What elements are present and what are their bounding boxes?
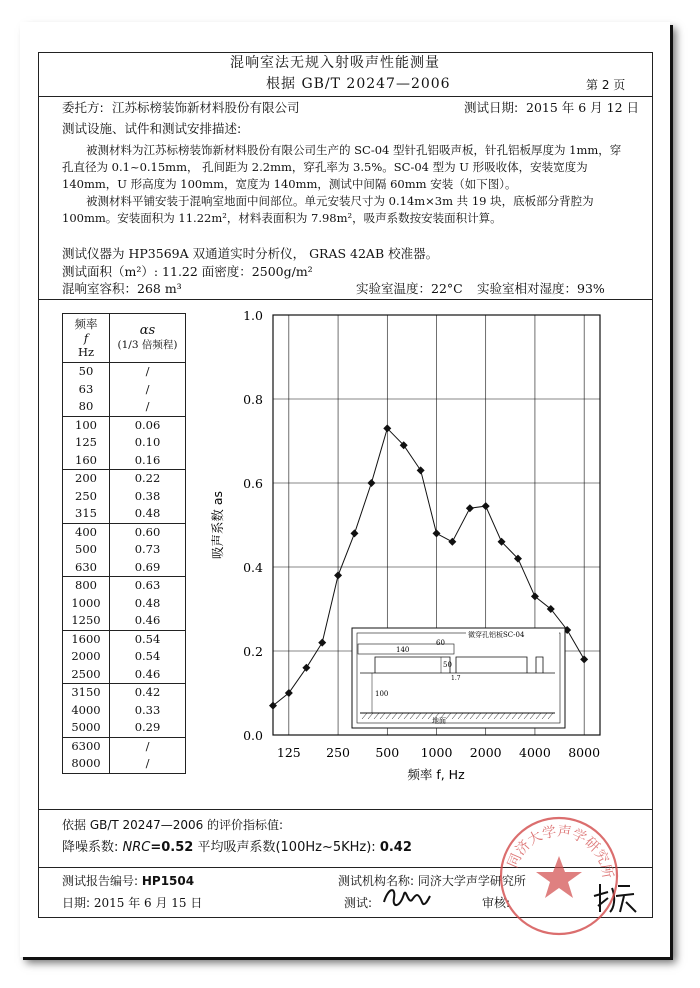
alpha-cell: 0.54	[110, 630, 186, 648]
frequency-cell: 200	[63, 470, 110, 488]
data-point	[433, 529, 441, 537]
x-ticks	[277, 745, 600, 760]
x-axis-label: 频率 f, Hz	[407, 767, 465, 782]
frequency-cell: 1250	[71, 613, 101, 627]
alpha-cell: 0.29	[110, 719, 186, 737]
evaluation-heading: 依据 GB/T 20247—2006 的评价指标值:	[62, 818, 284, 832]
alpha-cell: 0.54	[110, 648, 186, 666]
signature-stroke	[384, 890, 430, 905]
x-tick-label: 500	[375, 745, 400, 760]
alpha-cell: 0.48	[110, 595, 186, 613]
frequency-cell: 5000	[71, 720, 101, 734]
seal-text: 同济大学声学研究所	[504, 823, 616, 880]
frequency-cell: 125	[75, 435, 97, 449]
table-row	[63, 416, 186, 434]
data-point	[417, 466, 425, 474]
frequency-cell: 250	[75, 488, 97, 503]
x-tick-label: 125	[276, 745, 301, 760]
y-tick-label: 0.6	[243, 476, 263, 491]
freq-header-line: 频率	[74, 317, 98, 331]
standard-ref: 根据 GB/T 20247—2006	[266, 76, 451, 92]
frequency-cell: 63	[78, 381, 94, 396]
frequency-cell: 8000	[71, 756, 101, 770]
data-point	[334, 571, 342, 579]
x-tick-label: 1000	[420, 745, 453, 760]
alpha-cell: 0.69	[110, 559, 186, 577]
y-axis-label: 吸声系数 as	[210, 490, 225, 560]
test-date: 2015 年 6 月 12 日	[526, 100, 640, 115]
alpha-cell: 0.42	[110, 684, 186, 702]
page-number: 第 2 页	[586, 78, 626, 92]
y-tick-label: 0.4	[243, 560, 263, 575]
table-row	[63, 595, 186, 613]
data-point	[350, 529, 358, 537]
frequency-cell: 160	[75, 452, 97, 467]
description-p2: 被测材料平铺安装于混响室地面中间部位。单元安装尺寸为 0.14m×3m 共 19 块，底板部分背腔为 100mm。安装面积为 11.22m²，材料表面积为 7.98m²，吸声系数按安装面积计算。	[62, 194, 594, 225]
alpha-header	[110, 314, 186, 363]
avg-label: 平均吸声系数(100Hz~5KHz):	[193, 840, 380, 855]
table-row	[63, 737, 186, 755]
x-tick-label: 2000	[469, 745, 502, 760]
frequency-cell: 400	[63, 523, 110, 541]
freq-header-line: Hz	[77, 345, 95, 359]
y-tick-label: 0.2	[243, 644, 263, 659]
dim-small: 1.7	[451, 675, 461, 682]
nrc-value: =0.52	[150, 840, 194, 855]
alpha-cell: 0.33	[110, 702, 186, 720]
table-row	[63, 398, 186, 416]
report-date	[62, 896, 202, 911]
alpha-cell: 0.48	[110, 505, 186, 523]
table-row	[63, 612, 186, 630]
test-area: 测试面积（m²）: 11.22 面密度：2500g/m²	[62, 264, 313, 279]
tester-signature	[378, 880, 434, 914]
lab-humidity: 实验室相对湿度：93%	[477, 281, 605, 296]
table-row	[63, 648, 186, 666]
table-row	[63, 684, 186, 702]
y-tick-label: 0.8	[243, 392, 263, 407]
table-row	[63, 630, 186, 648]
report-date-value: 2015 年 6 月 15 日	[93, 896, 203, 910]
data-point	[466, 504, 474, 512]
alpha-cell: 0.10	[110, 434, 186, 452]
frequency-cell: 6300	[63, 737, 110, 755]
alpha-cell: 0.46	[110, 612, 186, 630]
reviewer-label: 审核:	[482, 896, 511, 910]
diagram-caption: 微穿孔铝板SC-04	[468, 631, 525, 639]
table-row	[63, 577, 186, 595]
alpha-cell: /	[110, 363, 186, 381]
table-row	[63, 719, 186, 737]
section-title: 测试设施、试件和测试安排描述:	[62, 121, 242, 136]
alpha-cell: 0.60	[110, 523, 186, 541]
frequency-cell: 3150	[63, 684, 110, 702]
table-row	[63, 755, 186, 773]
table-row	[63, 488, 186, 506]
absorption-chart	[200, 303, 630, 793]
rule	[39, 96, 652, 97]
absorption-table	[62, 313, 186, 774]
alpha-cell: /	[110, 737, 186, 755]
dim-60: 60	[436, 639, 445, 647]
report-title: 混响室法无规入射吸声性能测量	[230, 55, 440, 71]
org-value: 同济大学声学研究所	[417, 874, 526, 888]
alpha-cell: /	[110, 381, 186, 399]
report-date-label: 日期:	[62, 896, 94, 910]
instruments: 测试仪器为 HP3569A 双通道实时分析仪， GRAS 42AB 校准器。	[62, 246, 439, 261]
alpha-cell: /	[110, 398, 186, 416]
alpha-cell: 0.06	[110, 416, 186, 434]
table-row	[63, 381, 186, 399]
rule	[39, 809, 652, 810]
x-tick-label: 250	[326, 745, 350, 760]
table-header-row	[63, 314, 186, 363]
description-p1: 被测材料为江苏标榜装饰新材料股份有限公司生产的 SC-04 型针孔铝吸声板，针孔铝板厚度为 1mm，穿孔直径为 0.1~0.15mm， 孔间距为 2.2mm，穿孔率为 3.5%。SC-04 型为 U 形吸收体，安装宽度为 140mm，U 形高度为 100mm，宽度为 140mm，测试中间隔 60mm 安装（如下图）。	[62, 143, 622, 191]
avg-value: 0.42	[379, 840, 412, 855]
room-volume: 混响室容积：268 m³	[62, 281, 182, 296]
y-tick-label: 0.0	[243, 728, 263, 743]
frequency-cell: 630	[75, 559, 97, 574]
table-row	[63, 559, 186, 577]
frequency-cell: 100	[63, 416, 110, 434]
data-point	[367, 479, 375, 487]
evaluation-values	[62, 840, 412, 855]
table-row	[63, 523, 186, 541]
nrc-symbol: NRC	[122, 840, 151, 855]
frequency-cell: 800	[63, 577, 110, 595]
data-point	[482, 502, 490, 510]
report-number-label: 测试报告编号:	[62, 874, 142, 888]
alpha-cell: 0.22	[110, 470, 186, 488]
frequency-cell: 4000	[71, 702, 101, 717]
mounting-diagram	[352, 628, 565, 728]
frequency-cell: 1600	[63, 630, 110, 648]
nrc-label: 降噪系数:	[62, 840, 123, 855]
report-number-value: HP1504	[141, 874, 195, 888]
x-tick-label: 8000	[568, 745, 601, 760]
tester-label: 测试:	[344, 896, 373, 910]
org-label: 测试机构名称:	[338, 874, 418, 888]
test-date-label: 测试日期:	[464, 100, 519, 115]
dim-140: 140	[396, 646, 410, 654]
table-row	[63, 505, 186, 523]
dim-100: 100	[375, 690, 389, 698]
table-row	[63, 541, 186, 559]
table-row	[63, 702, 186, 720]
y-ticks	[243, 308, 263, 743]
lab-temperature: 实验室温度：22°C	[356, 281, 463, 296]
alpha-cell: 0.16	[110, 452, 186, 470]
alpha-cell: 0.46	[110, 666, 186, 684]
ground-label: 地面	[432, 717, 446, 725]
data-point	[302, 664, 310, 672]
frequency-cell: 2500	[71, 666, 101, 681]
frequency-cell: 315	[75, 506, 97, 520]
report-number	[62, 874, 194, 889]
table-row	[63, 666, 186, 684]
data-point	[580, 655, 588, 663]
alpha-header-line: (1/3 倍频程)	[117, 339, 178, 351]
freq-header	[63, 314, 110, 363]
dim-50: 50	[443, 661, 452, 669]
data-point	[448, 538, 456, 546]
alpha-cell: 0.63	[110, 577, 186, 595]
rule	[39, 299, 652, 300]
table-row	[63, 363, 186, 381]
frequency-cell: 2000	[71, 649, 101, 663]
x-tick-label: 4000	[519, 745, 551, 760]
data-point	[318, 639, 326, 647]
freq-header-line: f	[83, 331, 89, 345]
frequency-cell: 500	[75, 542, 97, 556]
table-row	[63, 434, 186, 452]
table-row	[63, 470, 186, 488]
frequency-cell: 50	[63, 363, 110, 381]
alpha-cell: 0.38	[110, 488, 186, 506]
frequency-cell: 80	[78, 399, 94, 413]
official-seal	[495, 812, 623, 940]
y-tick-label: 1.0	[243, 308, 263, 323]
alpha-cell: 0.73	[110, 541, 186, 559]
frequency-cell: 1000	[71, 595, 101, 610]
client-name: 江苏标榜装饰新材料股份有限公司	[112, 100, 300, 115]
alpha-cell: /	[110, 755, 186, 773]
seal-star	[536, 856, 582, 898]
table-row	[63, 452, 186, 470]
alpha-header-symbol: αs	[139, 323, 156, 338]
client-label: 委托方:	[62, 100, 104, 115]
